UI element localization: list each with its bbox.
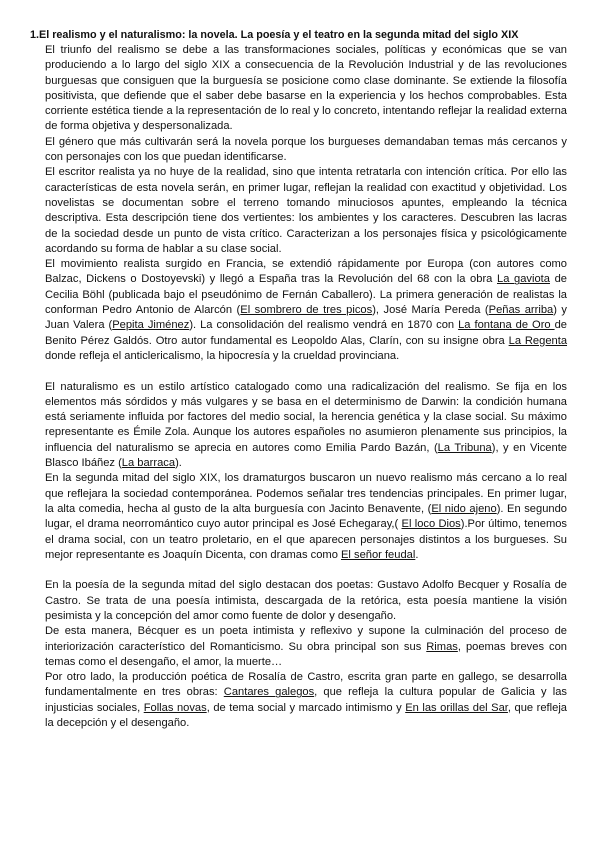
work-title: La barraca	[121, 457, 176, 470]
work-title: La Tribuna	[437, 441, 492, 454]
work-title: La fontana de Oro	[458, 319, 555, 332]
paragraph-rosalia: Por otro lado, la producción poética de Rosalía de Castro, escrita gran parte en gallego, se desarrolla fundamentalmente en tres obras: Cantares galegos, que refleja la cultura popular de Galicia y las injusticias sociales, Follas novas, de tema social y marcado intimismo y En las orillas del Sar, que refleja la decepción y el desengaño.	[45, 671, 567, 730]
work-title: Cantares galegos	[223, 686, 315, 699]
work-title: El sombrero de tres picos	[240, 304, 373, 317]
paragraph-theatre: En la segunda mitad del siglo XIX, los dramaturgos buscaron un nuevo realismo más cercano a lo real que reflejara la sociedad contemporánea. Podemos señalar tres tendencias principales. En primer lugar, la alta comedia, hecha al gusto de la alta burguesía con Jacinto Benavente, (El nido ajeno). En segundo lugar, el drama neorromántico cuyo autor principal es José Echegaray,( El loco Dios).Por último, tenemos el drama social, con un teatro proletario, en el que aparecen personajes distintos a los burgueses. Su mejor representante es Joaquín Dicenta, con dramas como El señor feudal.	[45, 472, 567, 561]
work-title: Peñas arriba	[488, 304, 554, 317]
work-title: La Regenta	[508, 334, 568, 347]
section-title: 1.El realismo y el naturalismo: la novela. La poesía y el teatro en la segunda mitad del siglo XIX	[30, 29, 519, 41]
paragraph-realism-spain: El movimiento realista surgido en Francia, se extendió rápidamente por Europa (con autores como Balzac, Dickens o Dostoyevski) y llegó a España tras la Revolución del 68 con la obra La gaviota de Cecilia Böhl (publicada bajo el pseudónimo de Fernán Caballero). La primera generación de realistas la conforman Pedro Antonio de Alarcón (El sombrero de tres picos), José María Pereda (Peñas arriba) y Juan Valera (Pepita Jiménez). La consolidación del realismo vendrá en 1870 con La fontana de Oro de Benito Pérez Galdós. Otro autor fundamental es Leopoldo Alas, Clarín, con su insigne obra La Regenta donde refleja el anticlericalismo, la hipocresía y la crueldad provinciana.	[45, 258, 568, 362]
paragraph-naturalism: El naturalismo es un estilo artístico catalogado como una radicalización del realismo. Se fija en los elementos más sórdidos y más vulgares y se basa en el determinismo de Darwin: la condición humana está seriamente influida por factores del medio social, la herencia genética y la clase social. Su máximo representante es Émile Zola. Aunque los autores españoles no asumieron plenamente sus principios, la influencia del naturalismo se aprecia en autores como Emilia Pardo Bazán, (La Tribuna), y en Vicente Blasco Ibáñez (La barraca).	[45, 380, 567, 470]
paragraph-realism-origins: El triunfo del realismo se debe a las transformaciones sociales, políticas y económicas que se van produciendo a lo largo del siglo XIX a consecuencia de la Revolución Industrial y de las revoluciones burguesas que consiguen que la burguesía se posicione como clase dominante. Se extiende la filosofía positivista, que defiende que el saber debe basarse en la experiencia y los hechos comprobables. Esta corriente estética tiende a la representación de lo real y lo concreto, intentando reflejar la realidad externa de forma objetiva y despersonalizada.	[45, 44, 567, 133]
work-title: El señor feudal	[341, 548, 416, 561]
paragraph-becquer: De esta manera, Bécquer es un poeta intimista y reflexivo y supone la culminación del proceso de interiorización característico del Romanticismo. Su obra principal son sus Rimas, poemas breves con temas como el desengaño, el amor, la muerte…	[45, 625, 567, 668]
paragraph-novel-genre: El género que más cultivarán será la novela porque los burgueses demandaban temas más cercanos y con personajes con los que puedan identificarse.	[45, 135, 567, 164]
paragraph-poetry: En la poesía de la segunda mitad del siglo destacan dos poetas: Gustavo Adolfo Becquer y Rosalía de Castro. Se trata de una poesía intimista, descargada de la retórica, esta poesía mantiene la visión pesimista y la concepción del amor como fuente de dolor y desengaño.	[45, 579, 567, 622]
work-title: En las orillas del Sar	[405, 701, 508, 714]
paragraph-realist-writer: El escritor realista ya no huye de la realidad, sino que intenta retratarla con intención crítica. Por ello las características de esta novela serán, en primer lugar, reflejan la realidad con exactitud y objetividad. Los novelistas se documentan sobre el terreno tomando minuciosos apuntes, empleando la técnica descriptiva. Esta descripción tiene dos vertientes: los ambientes y los caracteres. Descubren las lacras de la sociedad desde un punto de vista crítico. Caracterizan a los personajes física y psicológicamente acordando su forma de hablar a su clase social.	[45, 166, 567, 255]
work-title: Follas novas	[143, 701, 207, 714]
work-title: Rimas	[426, 640, 458, 653]
work-title: El nido ajeno	[431, 502, 497, 515]
work-title: Pepita Jiménez	[112, 319, 190, 332]
work-title: El loco Dios	[401, 518, 461, 531]
work-title: La gaviota	[497, 273, 550, 286]
document-body	[45, 43, 567, 731]
